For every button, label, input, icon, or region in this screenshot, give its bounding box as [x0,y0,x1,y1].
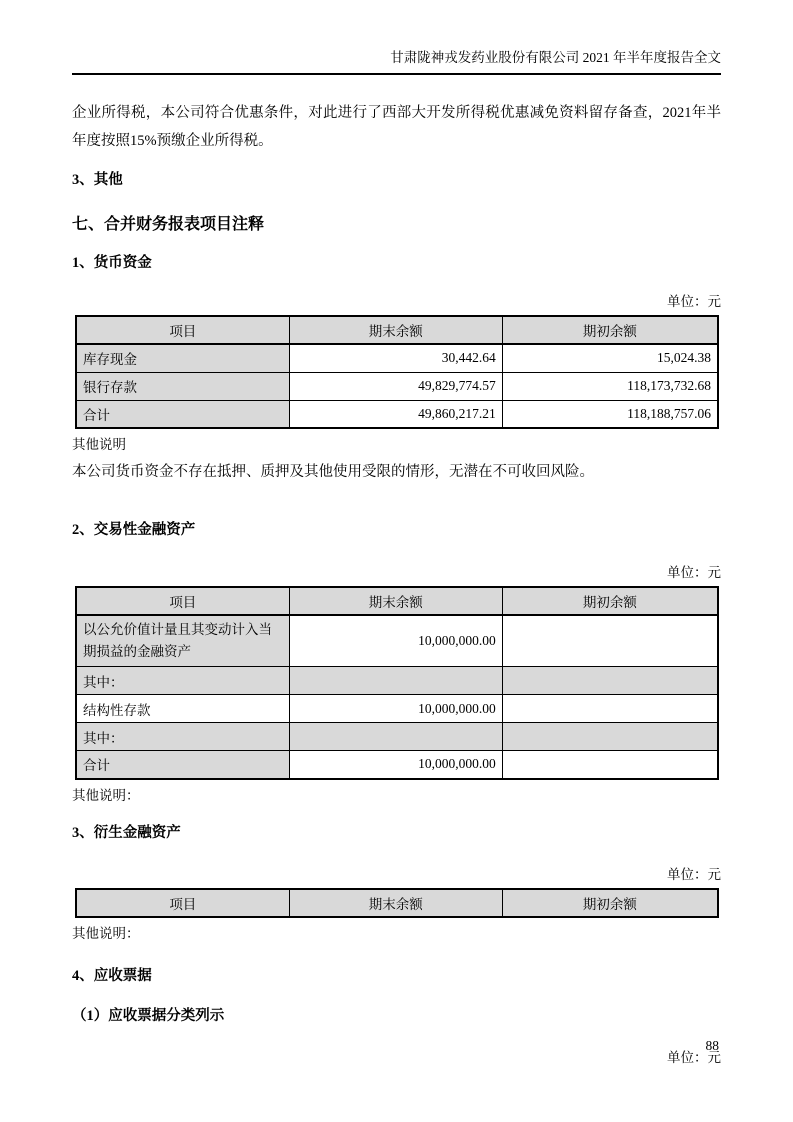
table-row [76,667,718,695]
row-item-label: 合计 [76,400,289,428]
column-header-beginning-balance: 期初余额 [502,889,718,917]
column-header-beginning-balance: 期初余额 [502,587,718,615]
trading-assets-table [75,586,719,780]
row-beginning-value [502,667,718,695]
row-ending-value: 49,829,774.57 [289,372,502,400]
row-beginning-value: 15,024.38 [502,344,718,372]
row-ending-value: 10,000,000.00 [289,615,502,667]
table-row [76,400,718,428]
column-header-item: 项目 [76,316,289,344]
row-beginning-value [502,615,718,667]
heading-trading-assets: 2、交易性金融资产 [72,522,196,538]
column-header-item: 项目 [76,889,289,917]
heading-monetary-funds: 1、货币资金 [72,255,152,271]
row-ending-value [289,723,502,751]
row-ending-value: 10,000,000.00 [289,695,502,723]
table-row [76,751,718,779]
table-header-row [76,587,718,615]
table-row [76,344,718,372]
row-beginning-value [502,695,718,723]
row-beginning-value [502,723,718,751]
heading-other: 3、其他 [72,172,123,188]
row-beginning-value [502,751,718,779]
column-header-ending-balance: 期末余额 [289,316,502,344]
column-header-ending-balance: 期末余额 [289,587,502,615]
table-row [76,372,718,400]
monetary-funds-table [75,315,719,429]
row-beginning-value: 118,173,732.68 [502,372,718,400]
page-number: 88 [705,1038,719,1053]
unit-label: 单位：元 [667,866,721,882]
column-header-ending-balance: 期末余额 [289,889,502,917]
unit-label: 单位：元 [667,565,721,580]
column-header-item: 项目 [76,587,289,615]
column-header-beginning-balance: 期初余额 [502,316,718,344]
row-beginning-value: 118,188,757.06 [502,400,718,428]
other-note-label: 其他说明 [72,437,126,452]
table-header-row [76,889,718,917]
row-ending-value: 10,000,000.00 [289,751,502,779]
row-ending-value: 49,860,217.21 [289,400,502,428]
other-note-label: 其他说明： [72,787,140,803]
table-row [76,695,718,723]
row-item-label: 银行存款 [76,372,289,400]
heading-notes-receivable: 4、应收票据 [72,967,152,984]
row-item-label: 以公允价值计量且其变动计入当期损益的金融资产 [76,615,289,667]
table-row [76,615,718,667]
unit-label: 单位：元 [667,294,721,309]
table-header-row [76,316,718,344]
monetary-funds-note: 本公司货币资金不存在抵押、质押及其他使用受限的情形，无潜在不可收回风险。 [72,464,594,480]
document-header-title: 甘肃陇神戎发药业股份有限公司 2021 年半年度报告全文 [72,50,721,75]
derivative-assets-table [75,888,719,918]
row-item-label: 库存现金 [76,344,289,372]
row-item-label: 其中： [76,723,289,751]
row-item-label: 结构性存款 [76,695,289,723]
row-item-label: 其中： [76,667,289,695]
row-ending-value: 30,442.64 [289,344,502,372]
subheading-notes-receivable-classification: （1）应收票据分类列示 [72,1007,225,1024]
row-ending-value [289,667,502,695]
row-item-label: 合计 [76,751,289,779]
other-note-label: 其他说明： [72,925,140,941]
heading-derivative-assets: 3、衍生金融资产 [72,824,181,841]
unit-label: 单位：元 [667,1049,721,1065]
heading-consolidated-notes: 七、合并财务报表项目注释 [72,216,265,233]
income-tax-paragraph: 企业所得税，本公司符合优惠条件，对此进行了西部大开发所得税优惠减免资料留存备查，2021年半年度按照15%预缴企业所得税。 [72,105,721,149]
table-row [76,723,718,751]
